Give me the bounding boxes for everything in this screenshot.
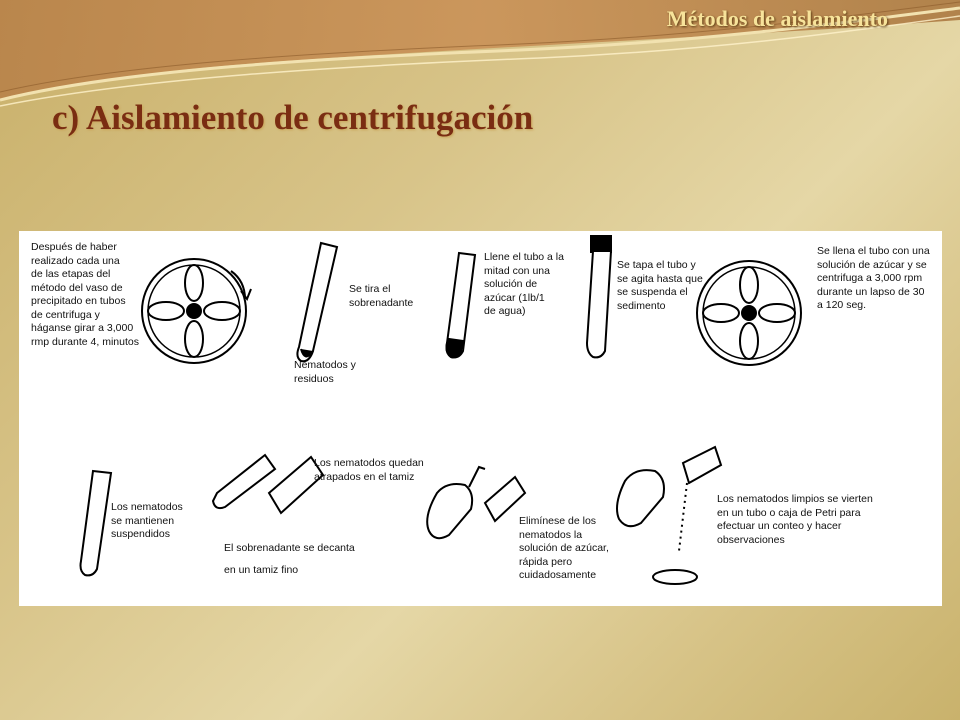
slide-title: c) Aislamiento de centrifugación (52, 98, 534, 137)
step-2-text: Se tira el sobrenadante (349, 283, 414, 309)
step-7-text: Los nematodos quedan atrapados en el tamiz (314, 457, 424, 483)
step-2-caption: Nematodos y residuos (294, 359, 356, 385)
tube-icon (297, 243, 337, 361)
tube-icon (447, 253, 476, 357)
step-8-text: El sobrenadante se decanta en un tamiz fino (224, 542, 355, 576)
step-9-text: Elimínese de los nematodos la solución de azúcar, rápida pero cuidadosamente (519, 515, 609, 581)
tube-icon (587, 236, 611, 357)
centrifuge-icon (142, 259, 251, 363)
step-10-text: Los nematodos limpios se vierten en un tubo o caja de Petri para efectuar un conteo y hacer observaciones (717, 493, 873, 546)
tube-icon (81, 471, 112, 575)
step-6-text: Los nematodos se mantienen suspendidos (111, 501, 183, 540)
step-1-text: Después de haber realizado cada una de las etapas del método del vaso de precipitado en tubos de centrifuga y háganse girar a 3,000 rmp durante 4, minutos (31, 241, 139, 348)
centrifugation-diagram (19, 231, 942, 606)
centrifuge-icon (697, 261, 801, 365)
bottle-icon (617, 447, 721, 584)
decant-icon (213, 455, 323, 513)
section-label: Métodos de aislamiento (666, 6, 888, 31)
diagram-drawings (19, 231, 942, 606)
step-4-text: Se tapa el tubo y se agita hasta que se suspenda el sedimento (617, 259, 703, 312)
step-3-text: Llene el tubo a la mitad con una solución de azúcar (1lb/1 de agua) (484, 251, 564, 317)
step-5-text: Se llena el tubo con una solución de azúcar y se centrifuga a 3,000 rpm durante un lapso de 30 a 120 seg. (817, 245, 930, 311)
bottle-icon (427, 467, 525, 538)
